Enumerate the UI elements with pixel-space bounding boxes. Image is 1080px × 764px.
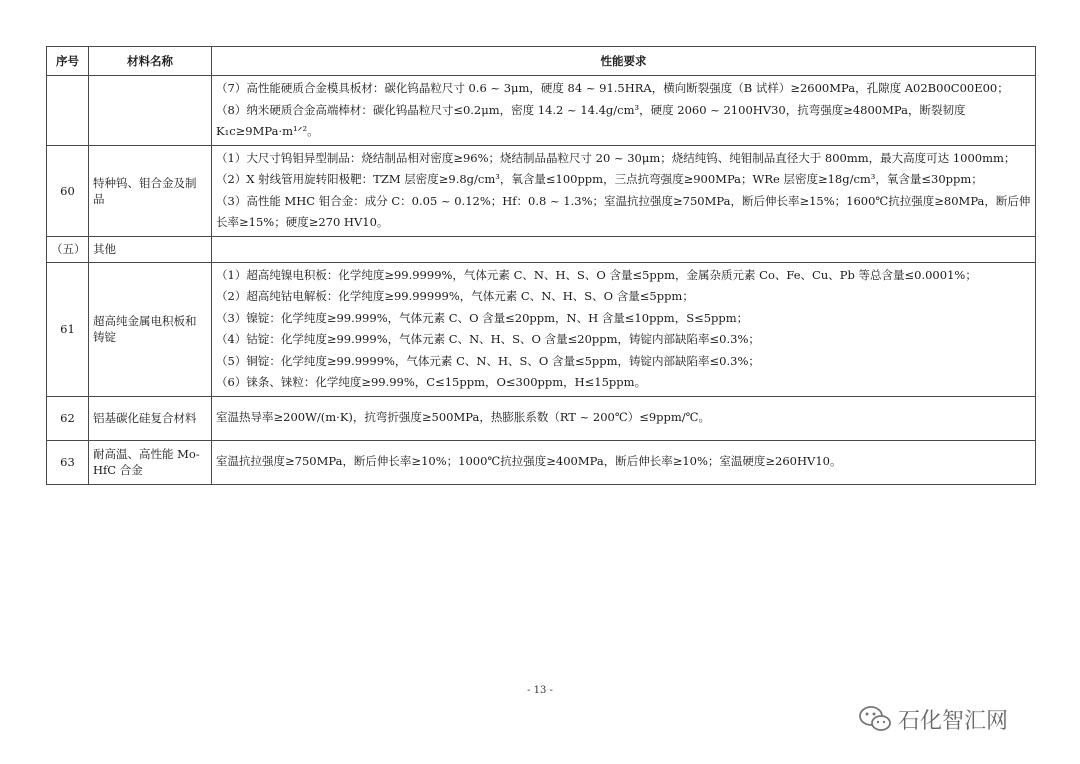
requirement-item: 室温热导率≥200W/(m·K)，抗弯折强度≥500MPa，热膨胀系数（RT ~ 200℃）≤9ppm/℃。 [216,410,711,425]
requirement-item: （3）镍锭：化学纯度≥99.999%，气体元素 C、O 含量≤20ppm，N、H 含量≤10ppm，S≤5ppm； [216,310,749,325]
header-material-name: 材料名称 [89,47,212,76]
header-performance-requirements: 性能要求 [212,47,1036,76]
requirement-item: （1）超高纯镍电积板：化学纯度≥99.9999%，气体元素 C、N、H、S、O 含量≤5ppm，金属杂质元素 Co、Fe、Cu、Pb 等总含量≤0.0001%； [216,267,977,282]
header-serial-number: 序号 [47,47,89,76]
requirement-item: （4）钴锭：化学纯度≥99.999%，气体元素 C、N、H、S、O 含量≤20ppm，铸锭内部缺陷率≤0.3%； [216,332,760,346]
row-material-name: 超高纯金属电积板和铸锭 [89,262,212,396]
row-serial-number: 61 [47,262,89,396]
row-serial-number: 62 [47,396,89,440]
requirement-item: 室温抗拉强度≥750MPa，断后伸长率≥10%；1000℃抗拉强度≥400MPa，断后伸长率≥10%；室温硬度≥260HV10。 [216,454,842,469]
table-row [47,396,1036,440]
row-serial-number [47,76,89,146]
row-serial-number: 60 [47,145,89,236]
watermark-text: 石化智汇网 [898,708,1009,734]
requirement-item: （8）纳米硬质合金高端棒材：碳化钨晶粒尺寸≤0.2μm，密度 14.2 ~ 14.4g/cm³，硬度 2060 ~ 2100HV30，抗弯强度≥4800MPa，断裂韧度 K₁c≥9MPa·m¹ᐟ²。 [216,102,966,138]
requirement-item: （3）高性能 MHC 钼合金：成分 C：0.05 ~ 0.12%；Hf：0.8 ~ 1.3%；室温抗拉强度≥750MPa，断后伸长率≥15%；1600℃抗拉强度≥80MPa，断后伸长率≥15%；硬度≥270 HV10。 [216,193,1031,229]
row-section-name: 其他 [89,236,212,262]
requirement-item: （5）铜锭：化学纯度≥99.9999%，气体元素 C、N、H、S、O 含量≤5ppm，铸锭内部缺陷率≤0.3%； [216,353,760,368]
row-requirements-empty [212,236,1036,262]
requirement-item: （7）高性能硬质合金模具板材：碳化钨晶粒尺寸 0.6 ~ 3μm，硬度 84 ~ 91.5HRA，横向断裂强度（B 试样）≥2600MPa，孔隙度 A02B00C00E00； [216,81,1009,95]
table-row [47,262,1036,396]
row-material-name: 特种钨、钼合金及制品 [89,145,212,236]
requirement-item: （2）超高纯钴电解板：化学纯度≥99.99999%，气体元素 C、N、H、S、O 含量≤5ppm； [216,289,694,303]
row-requirements [212,440,1036,484]
table-row [47,236,1036,262]
table-row [47,76,1036,146]
row-material-name [89,76,212,146]
page-number: - 13 - [527,685,553,696]
row-material-name: 耐高温、高性能 Mo-HfC 合金 [89,440,212,484]
row-requirements [212,396,1036,440]
wechat-icon [858,705,892,733]
requirement-item: （1）大尺寸钨钼异型制品：烧结制品相对密度≥96%；烧结制品晶粒尺寸 20 ~ 30μm；烧结纯钨、纯钼制品直径大于 800mm，最大高度可达 1000mm； [216,150,1016,165]
row-requirements [212,145,1036,236]
requirement-item: （2）X 射线管用旋转阳极靶：TZM 层密度≥9.8g/cm³，氧含量≤100ppm，三点抗弯强度≥900MPa；WRe 层密度≥18g/cm³，氧含量≤30ppm； [216,172,983,186]
row-section-number: （五） [47,236,89,262]
row-material-name: 铝基碳化硅复合材料 [89,396,212,440]
row-requirements [212,262,1036,396]
table-row [47,145,1036,236]
table-row [47,440,1036,484]
row-requirements [212,76,1036,146]
watermark [858,704,1008,734]
row-serial-number: 63 [47,440,89,484]
table-header-row [47,47,1036,76]
requirement-item: （6）铼条、铼粒：化学纯度≥99.99%，C≤15ppm，O≤300ppm，H≤15ppm。 [216,375,647,389]
materials-table [46,46,1036,485]
